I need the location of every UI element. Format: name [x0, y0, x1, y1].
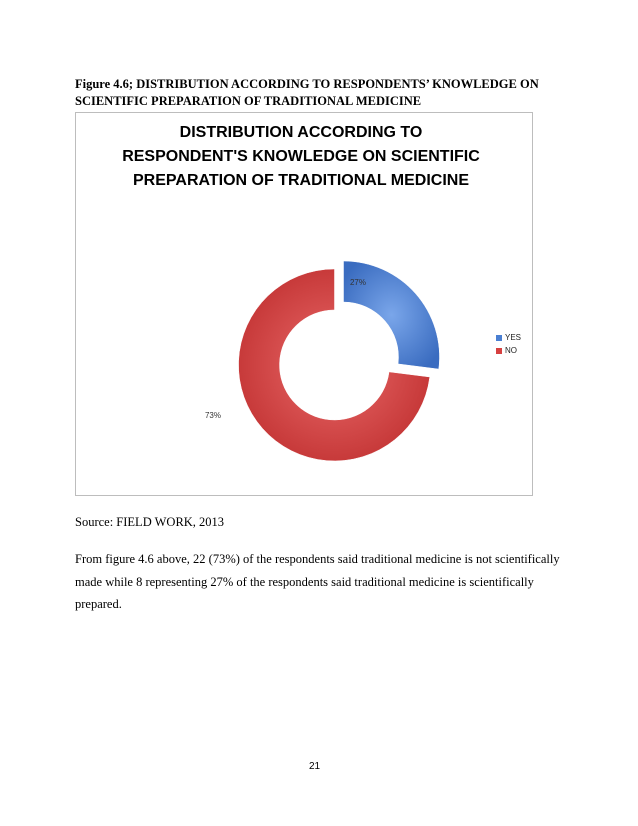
legend-item-no [496, 344, 521, 357]
chart-frame [75, 112, 533, 496]
page-number: 21 [309, 761, 321, 772]
figure-caption: Figure 4.6; DISTRIBUTION ACCORDING TO RESPONDENTS’ KNOWLEDGE ON SCIENTIFIC PREPARATION OF TRADITIONAL MEDICINE [75, 77, 539, 108]
chart-title: DISTRIBUTION ACCORDING TO RESPONDENT'S KNOWLEDGE ON SCIENTIFIC PREPARATION OF TRADITIONAL MEDICINE [122, 124, 480, 189]
chart-legend [496, 331, 521, 357]
data-label-no: 73% [204, 411, 222, 420]
legend-swatch-no [496, 348, 502, 354]
legend-label-no: NO [505, 346, 517, 355]
legend-swatch-yes [496, 335, 502, 341]
body-paragraph: From figure 4.6 above, 22 (73%) of the respondents said traditional medicine is not scientifically made while 8 representing 27% of the respondents said traditional medicine is scientifically prepared. [75, 552, 560, 611]
legend-item-yes [496, 331, 521, 344]
source-note: Source: FIELD WORK, 2013 [75, 515, 225, 529]
legend-label-yes: YES [505, 333, 522, 342]
data-label-yes: 27% [349, 278, 367, 287]
